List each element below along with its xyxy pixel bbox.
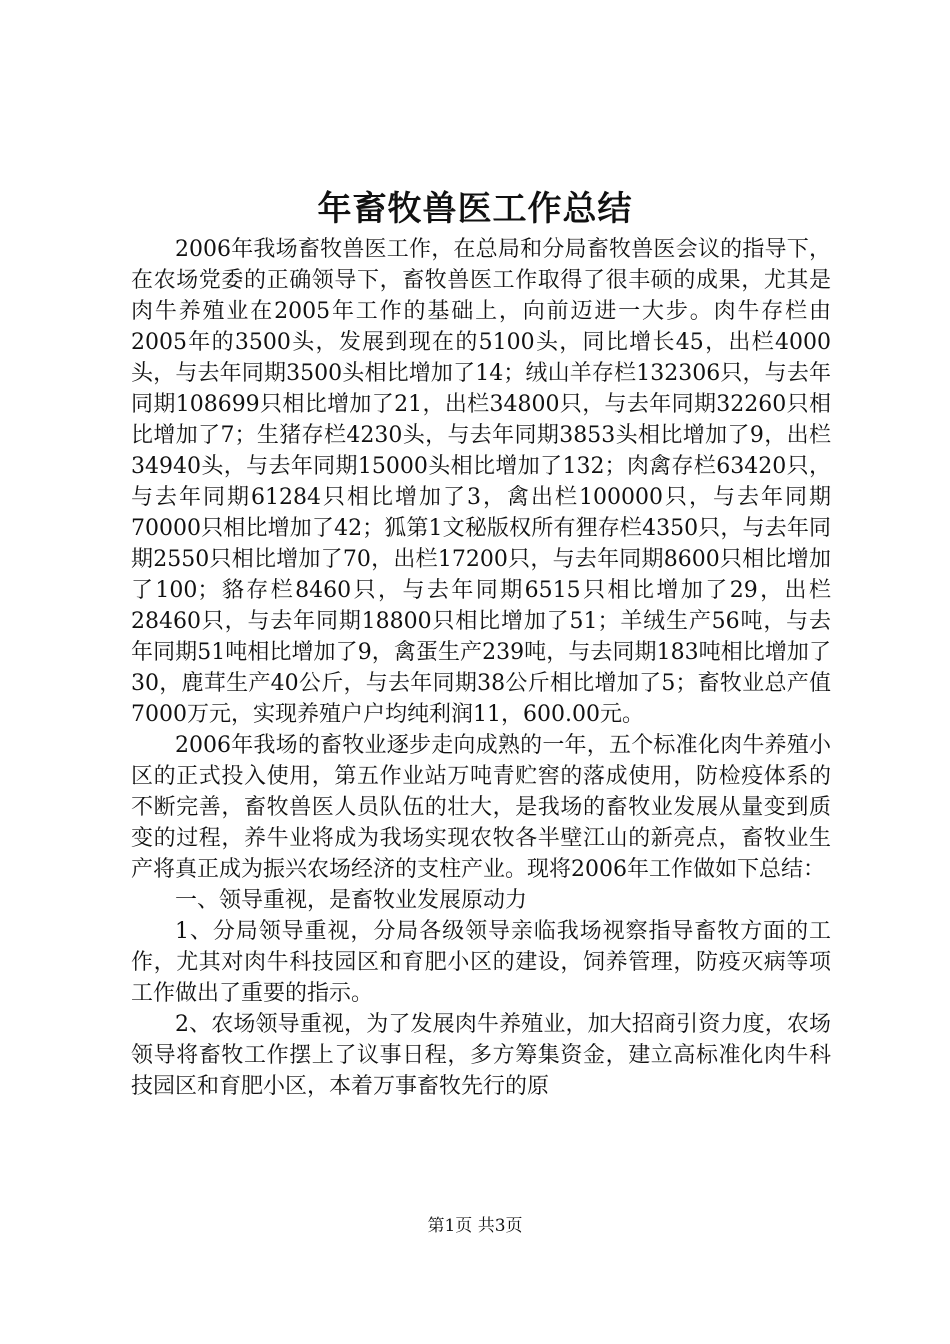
paragraph-item-1: 1、分局领导重视，分局各级领导亲临我场视察指导畜牧方面的工作，尤其对肉牛科技园区和育肥小区的建设，饲养管理，防疫灭病等项工作做出了重要的指示。 — [131, 919, 831, 1006]
paragraph-summary: 2006年我场畜牧兽医工作，在总局和分局畜牧兽医会议的指导下，在农场党委的正确领导下，畜牧兽医工作取得了很丰硕的成果，尤其是肉牛养殖业在2005年工作的基础上，向前迈进一大步。肉牛存栏由2005年的3500头，发展到现在的5100头，同比增长45，出栏4000头，与去年同期3500头相比增加了14；绒山羊存栏132306只，与去年同期108699只相比增加了21，出栏34800只，与去年同期32260只相比增加了7；生猪存栏4230头，与去年同期3853头相比增加了9，出栏34940头，与去年同期15000头相比增加了132；肉禽存栏63420只，与去年同期61284只相比增加了3，禽出栏100000只，与去年同期70000只相比增加了42；狐第1文秘版权所有狸存栏4350只，与去年同期2550只相比增加了70，出栏17200只，与去年同期8600只相比增加了100；貉存栏8460只，与去年同期6515只相比增加了29，出栏28460只，与去年同期18800只相比增加了51；羊绒生产56吨，与去年同期51吨相比增加了9，禽蛋生产239吨，与去同期183吨相比增加了30，鹿茸生产40公斤，与去年同期38公斤相比增加了5；畜牧业总产值7000万元，实现养殖户户均纯利润11，600.00元。 — [131, 237, 831, 727]
page-footer: 第1页 共3页 — [427, 1216, 523, 1236]
document-body — [131, 234, 831, 1102]
paragraph-overview: 2006年我场的畜牧业逐步走向成熟的一年，五个标准化肉牛养殖小区的正式投入使用，第五作业站万吨青贮窖的落成使用，防检疫体系的不断完善，畜牧兽医人员队伍的壮大，是我场的畜牧业发展从量变到质变的过程，养牛业将成为我场实现农牧各半壁江山的新亮点，畜牧业生产将真正成为振兴农场经济的支柱产业。现将2006年工作做如下总结： — [131, 733, 831, 882]
paragraph-item-2: 2、农场领导重视，为了发展肉牛养殖业，加大招商引资力度，农场领导将畜牧工作摆上了议事日程，多方筹集资金，建立高标准化肉牛科技园区和育肥小区，本着万事畜牧先行的原 — [131, 1012, 831, 1099]
document-title: 年畜牧兽医工作总结 — [317, 189, 633, 229]
section-heading-1: 一、领导重视，是畜牧业发展原动力 — [175, 888, 528, 913]
